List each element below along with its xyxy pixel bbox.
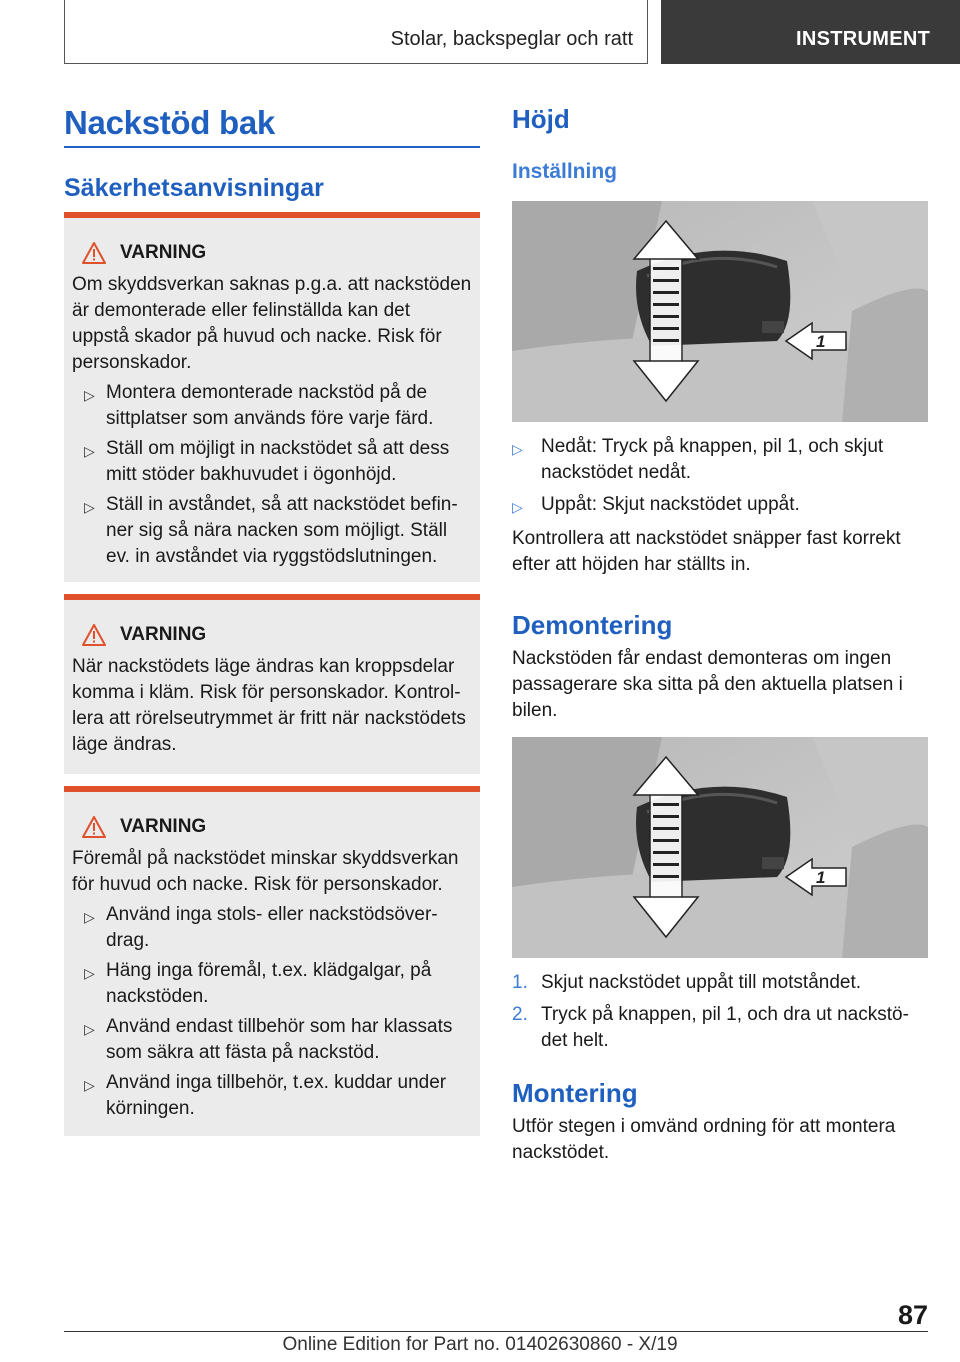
list-item-text: Ställ in avståndet, så att nackstödet befinner sig så nära nacken som möjligt. Ställ ev. in avståndet via ryggstödslutningen.: [106, 494, 458, 567]
bullet-triangle-icon: ▷: [84, 965, 95, 981]
headrest-figure-2: [512, 737, 928, 958]
bullet-triangle-icon: ▷: [84, 1077, 95, 1093]
bullet-triangle-icon: ▷: [84, 443, 95, 459]
list-item-text: Använd inga stols- eller nackstödsöverdrag.: [106, 904, 438, 951]
setting-heading: Inställning: [512, 160, 617, 183]
bullet-triangle-icon: ▷: [512, 499, 523, 515]
list-item-text: Uppåt: Skjut nackstödet uppåt.: [541, 494, 800, 515]
headrest-illustration-2: [512, 737, 928, 958]
warning-text: När nackstödets läge ändras kan kroppsdelar komma i kläm. Risk för personskador. Kontrollera att rörelseutrymmet är fritt när nackstödets läge ändras.: [72, 656, 466, 755]
list-item: [72, 958, 472, 1010]
running-header-section: [64, 0, 648, 64]
step-number: 1.: [512, 972, 528, 993]
bullet-triangle-icon: ▷: [84, 1021, 95, 1037]
figure-callout-1: 1: [816, 868, 826, 887]
list-item-text: Montera demonterade nackstöd på de sittplatser som används före varje färd.: [106, 382, 434, 429]
bullet-triangle-icon: ▷: [84, 499, 95, 515]
title-rule: [64, 146, 480, 148]
chapter-label: INSTRUMENT: [796, 28, 931, 50]
warning-triangle-icon: [82, 242, 106, 264]
list-item-text: Skjut nackstödet uppåt till motståndet.: [541, 972, 862, 993]
setting-list: [512, 434, 928, 578]
warning-triangle-icon: [82, 816, 106, 838]
footer-rule: [64, 1331, 928, 1332]
list-item: [72, 1014, 472, 1066]
warning-box-1: [64, 212, 480, 582]
bullet-triangle-icon: ▷: [512, 441, 523, 457]
list-item-text: Häng inga föremål, t.ex. klädgalgar, på nackstöden.: [106, 960, 432, 1007]
figure-callout-1: 1: [816, 332, 826, 351]
warning-text: Om skyddsverkan saknas p.g.a. att nackstöden är demonterade eller felinställda kan det uppstå skador på huvud och nacke. Risk för personskador.: [72, 274, 472, 373]
safety-heading: Säkerhetsanvisningar: [64, 174, 324, 202]
list-item: [512, 434, 928, 486]
list-item: [72, 380, 472, 432]
mount-text: Utför stegen i omvänd ordning för att montera nackstödet.: [512, 1116, 896, 1163]
list-item: [72, 436, 472, 488]
removal-text: Nackstöden får endast demonteras om ingen passagerare ska sitta på den aktuella platsen i bilen.: [512, 648, 903, 721]
list-item-text: Tryck på knappen, pil 1, och dra ut nackstödet helt.: [541, 1004, 909, 1051]
warning-text: Föremål på nackstödet minskar skyddsverkan för huvud och nacke. Risk för personskador.: [72, 848, 459, 895]
running-header-chapter: [661, 0, 960, 64]
list-item-text: Ställ om möjligt in nackstödet så att dess mitt stöder bakhuvudet i ögonhöjd.: [106, 438, 450, 485]
page-title: Nackstöd bak: [64, 104, 275, 141]
list-item: [512, 1002, 928, 1054]
warning-label: VARNING: [120, 242, 207, 263]
section-label: Stolar, backspeglar och ratt: [390, 28, 633, 50]
page-number: 87: [897, 1300, 928, 1330]
removal-steps: [512, 970, 928, 1054]
step-number: 2.: [512, 1004, 528, 1025]
list-item: [72, 902, 472, 954]
list-item-text: Använd endast tillbehör som har klassats som säkra att fästa på nackstöd.: [106, 1016, 453, 1063]
headrest-figure-1: [512, 201, 928, 422]
setting-note: Kontrollera att nackstödet snäpper fast korrekt efter att höjden har ställts in.: [512, 528, 901, 575]
height-heading: Höjd: [512, 104, 570, 134]
mount-heading: Montering: [512, 1078, 638, 1108]
warning-label: VARNING: [120, 624, 207, 645]
list-item-text: Nedåt: Tryck på knappen, pil 1, och skjut nackstödet nedåt.: [541, 436, 884, 483]
edition-note: Online Edition for Part no. 01402630860 - X/19: [282, 1334, 678, 1355]
list-item: [72, 492, 472, 570]
bullet-triangle-icon: ▷: [84, 909, 95, 925]
removal-heading: Demontering: [512, 610, 673, 640]
warning-box-2: [64, 594, 480, 774]
list-item: [512, 970, 928, 996]
list-item-text: Använd inga tillbehör, t.ex. kuddar under körningen.: [106, 1072, 447, 1119]
list-item: [512, 492, 928, 520]
headrest-illustration: [512, 201, 928, 422]
warning-box-3: [64, 786, 480, 1136]
list-item: [72, 1070, 472, 1122]
warning-label: VARNING: [120, 816, 207, 837]
warning-triangle-icon: [82, 624, 106, 646]
bullet-triangle-icon: ▷: [84, 387, 95, 403]
